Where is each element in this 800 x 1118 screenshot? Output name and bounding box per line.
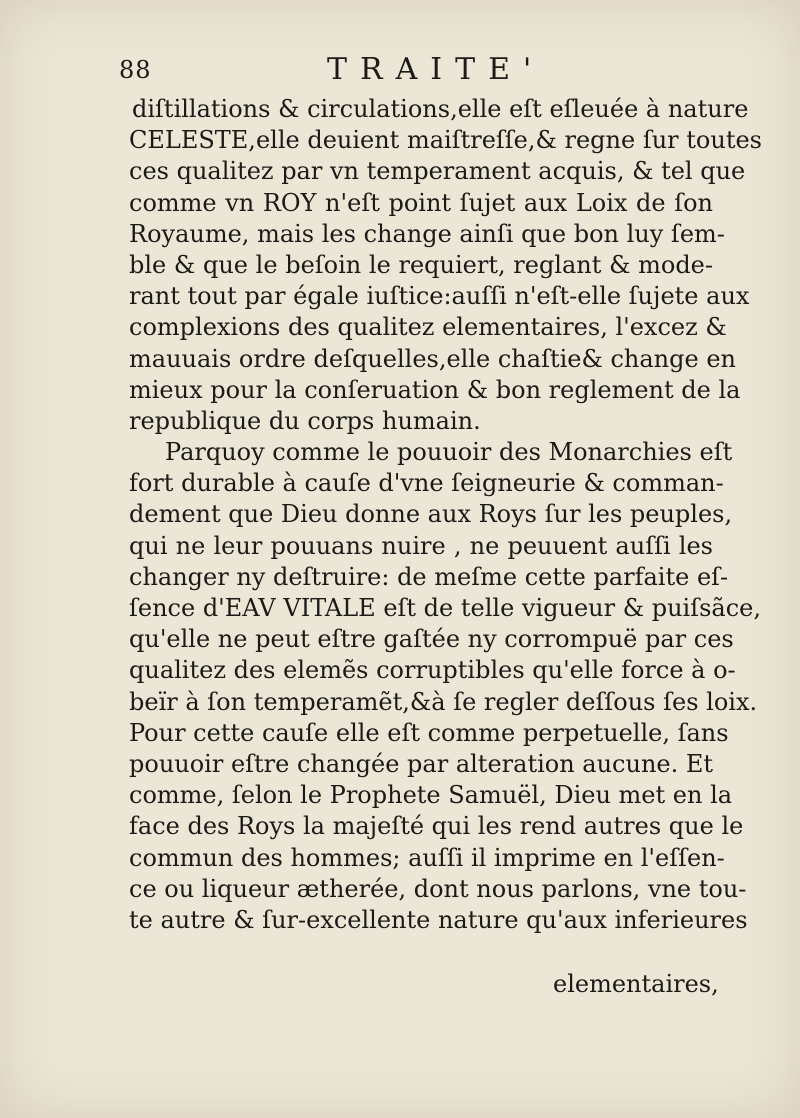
text-line: ble & que le beſoin le requiert, reglant & mode- bbox=[129, 250, 713, 279]
text-line: dement que Dieu donne aux Roys ſur les peuples, bbox=[129, 500, 733, 529]
running-title: TRAITE' bbox=[327, 52, 545, 87]
catchword: elementaires, bbox=[553, 970, 719, 998]
text-line: te autre & ſur-excellente nature qu'aux inferieures bbox=[129, 905, 748, 934]
text-line: CELESTE,elle deuient maiſtreſſe,& regne ſur toutes bbox=[129, 126, 762, 155]
text-line: comme vn ROY n'eſt point ſujet aux Loix de ſon bbox=[129, 188, 713, 217]
text-line: diſtillations & circulations,elle eſt eſleuée à nature bbox=[132, 95, 749, 123]
text-line: ces qualitez par vn temperament acquis, & tel que bbox=[129, 157, 746, 186]
text-line: fort durable à cauſe d'vne ſeigneurie & comman- bbox=[129, 469, 724, 498]
text-line: qualitez des elemẽs corruptibles qu'elle force à o- bbox=[129, 656, 736, 685]
text-line: Royaume, mais les change ainſi que bon luy ſem- bbox=[129, 219, 725, 248]
text-line: qui ne leur pouuans nuire , ne peuuent auſſi les bbox=[129, 531, 713, 560]
text-line: ſence d'EAV VITALE eſt de telle vigueur & puiſsãce, bbox=[129, 594, 761, 622]
text-line: ce ou liqueur ætherée, dont nous parlons, vne tou- bbox=[129, 874, 747, 903]
text-line: mieux pour la conſeruation & bon reglement de la bbox=[129, 375, 741, 404]
text-line: rant tout par égale iuſtice:auſſi n'eſt-elle ſujete aux bbox=[129, 282, 750, 311]
text-line: commun des hommes; auſſi il imprime en l'eſſen- bbox=[129, 843, 725, 872]
text-line: beïr à ſon temperamẽt,&à ſe regler deſſous ſes loix. bbox=[129, 687, 758, 716]
text-line: Pour cette cauſe elle eſt comme perpetuelle, ſans bbox=[129, 718, 729, 747]
text-line: complexions des qualitez elementaires, l'excez & bbox=[129, 313, 727, 342]
body-text bbox=[129, 94, 762, 936]
paragraph-first-line: Parquoy comme le pouuoir des Monarchies eſt bbox=[165, 438, 733, 467]
text-line: face des Roys la majeſté qui les rend autres que le bbox=[129, 812, 744, 841]
text-line: comme, ſelon le Prophete Samuël, Dieu met en la bbox=[129, 781, 733, 810]
page-number: 88 bbox=[119, 56, 152, 84]
text-line: qu'elle ne peut eſtre gaſtée ny corrompuë par ces bbox=[129, 625, 734, 654]
text-line: republique du corps humain. bbox=[129, 406, 481, 435]
text-line: pouuoir eſtre changée par alteration aucune. Et bbox=[129, 749, 714, 778]
page-header bbox=[119, 52, 719, 92]
text-line: mauuais ordre deſquelles,elle chaſtie& change en bbox=[129, 344, 736, 373]
text-line: changer ny deſtruire: de meſme cette parfaite eſ- bbox=[129, 562, 729, 591]
